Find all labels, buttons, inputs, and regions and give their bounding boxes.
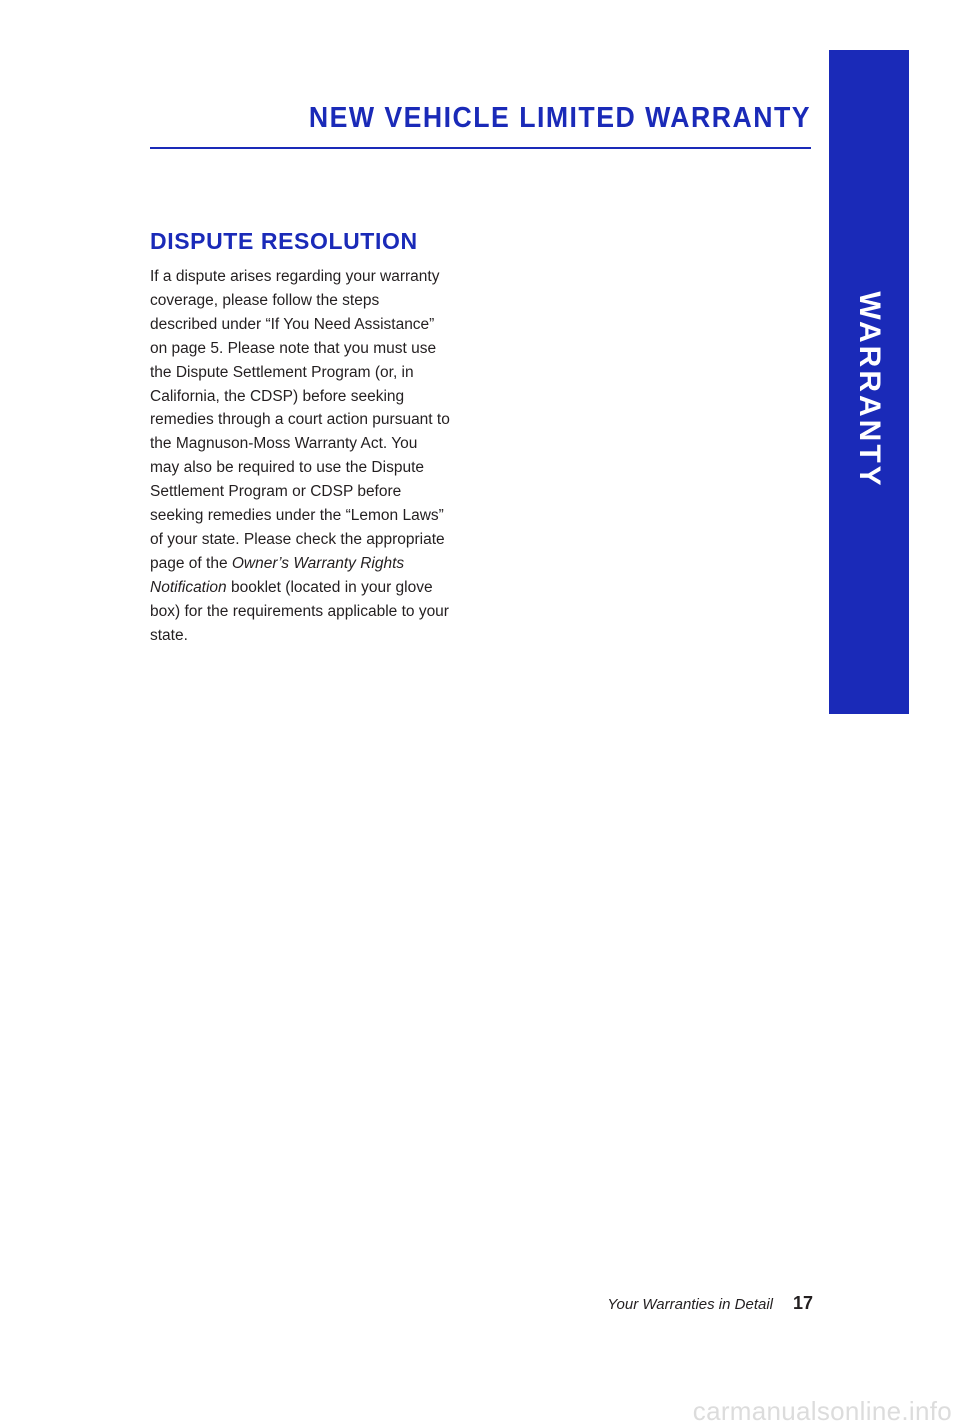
body-text-part-2: booklet (located in your glove box) for the requirements applicable to your state. [150,578,449,644]
body-text-part-1: If a dispute arises regarding your warranty coverage, please follow the steps described under “If You Need Assistance” on page 5. Please note that you must use the Dispute Settlement Program (or, in California, the CDSP) before seeking remedies through a court action pursuant to the Magnuson-Moss Warranty Act. You may also be required to use the Dispute Settlement Program or CDSP before seeking remedies under the “Lemon Laws” of your state. Please check the appropriate page of the [150,268,450,572]
header-title: NEW VEHICLE LIMITED WARRANTY [308,102,811,134]
watermark: carmanualsonline.info [692,1396,952,1426]
section-heading: DISPUTE RESOLUTION [150,228,418,254]
footer-label: Your Warranties in Detail [607,1296,773,1313]
side-tab-label: WARRANTY [853,291,886,489]
header-rule [150,147,811,149]
page-number: 17 [793,1293,814,1313]
booklet-title: Owner’s Warranty Rights Notification [150,554,405,596]
side-tab [829,50,909,714]
section-body [150,265,450,648]
